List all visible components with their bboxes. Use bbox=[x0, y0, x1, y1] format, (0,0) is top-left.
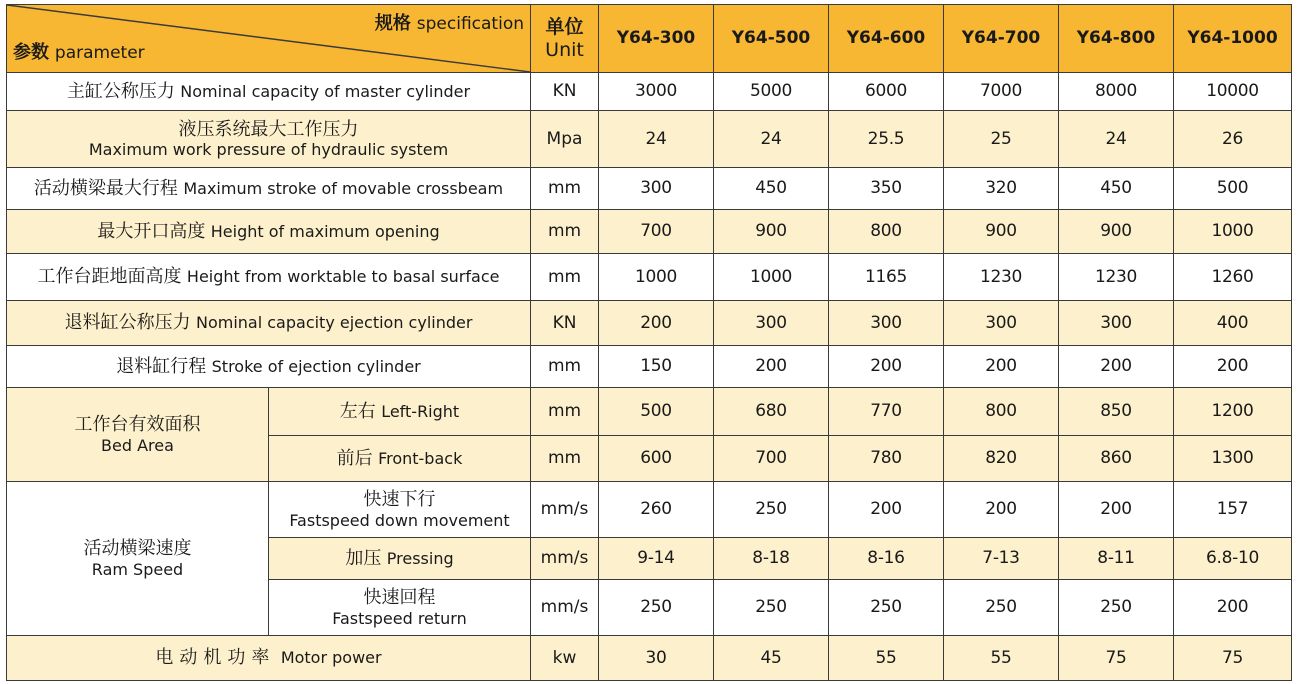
value-cell: 900 bbox=[1059, 210, 1174, 254]
value-cell: 55 bbox=[944, 636, 1059, 681]
value-cell: 900 bbox=[944, 210, 1059, 254]
bed-area-cell bbox=[7, 388, 269, 482]
value-cell: 300 bbox=[714, 301, 829, 346]
value-cell: 700 bbox=[599, 210, 714, 254]
value-cell: 250 bbox=[599, 580, 714, 636]
sub-param-en: Left-Right bbox=[381, 401, 460, 421]
value-cell: 55 bbox=[829, 636, 944, 681]
value-cell: 1200 bbox=[1174, 388, 1292, 436]
value-cell: 820 bbox=[944, 436, 1059, 482]
param-cell bbox=[7, 111, 531, 168]
unit-cell: Mpa bbox=[531, 111, 599, 168]
unit-cell: mm/s bbox=[531, 538, 599, 580]
sub-param-cell bbox=[269, 388, 531, 436]
spec-label-zh: 规格 bbox=[374, 13, 411, 34]
sub-param-zh: 快速下行 bbox=[363, 489, 436, 511]
sub-param-zh: 前后 bbox=[336, 447, 373, 469]
table-row bbox=[7, 73, 1292, 111]
value-cell: 25 bbox=[944, 111, 1059, 168]
sub-param-cell bbox=[269, 580, 531, 636]
param-zh: 最大开口高度 bbox=[97, 220, 206, 242]
value-cell: 1000 bbox=[714, 254, 829, 301]
unit-cell: mm bbox=[531, 388, 599, 436]
value-cell: 6000 bbox=[829, 73, 944, 111]
value-cell: 1260 bbox=[1174, 254, 1292, 301]
value-cell: 680 bbox=[714, 388, 829, 436]
param-cell bbox=[7, 254, 531, 301]
table-row bbox=[7, 254, 1292, 301]
sub-param-cell bbox=[269, 436, 531, 482]
value-cell: 75 bbox=[1174, 636, 1292, 681]
model-header: Y64-800 bbox=[1059, 5, 1174, 73]
value-cell: 157 bbox=[1174, 482, 1292, 538]
value-cell: 10000 bbox=[1174, 73, 1292, 111]
value-cell: 200 bbox=[1059, 482, 1174, 538]
value-cell: 26 bbox=[1174, 111, 1292, 168]
value-cell: 150 bbox=[599, 346, 714, 388]
param-en: Height of maximum opening bbox=[210, 221, 440, 241]
ram-speed-cell bbox=[7, 482, 269, 636]
header-corner-cell bbox=[7, 5, 531, 73]
param-zh: 退料缸行程 bbox=[116, 355, 207, 377]
specification-table bbox=[6, 4, 1292, 681]
unit-cell: KN bbox=[531, 73, 599, 111]
unit-cell: mm bbox=[531, 254, 599, 301]
value-cell: 8000 bbox=[1059, 73, 1174, 111]
sub-param-zh: 加压 bbox=[345, 547, 382, 569]
unit-header-zh: 单位 bbox=[545, 15, 584, 38]
value-cell: 450 bbox=[714, 168, 829, 210]
value-cell: 200 bbox=[1174, 580, 1292, 636]
param-zh: 退料缸公称压力 bbox=[64, 312, 191, 334]
value-cell: 7000 bbox=[944, 73, 1059, 111]
value-cell: 1165 bbox=[829, 254, 944, 301]
unit-cell: KN bbox=[531, 301, 599, 346]
value-cell: 7-13 bbox=[944, 538, 1059, 580]
param-zh: 活动横梁最大行程 bbox=[33, 177, 178, 199]
unit-cell: mm bbox=[531, 210, 599, 254]
value-cell: 800 bbox=[829, 210, 944, 254]
value-cell: 350 bbox=[829, 168, 944, 210]
value-cell: 1230 bbox=[944, 254, 1059, 301]
value-cell: 9-14 bbox=[599, 538, 714, 580]
sub-param-cell bbox=[269, 482, 531, 538]
param-cell bbox=[7, 168, 531, 210]
value-cell: 770 bbox=[829, 388, 944, 436]
sub-param-en: Front-back bbox=[378, 448, 463, 468]
param-en: Height from worktable to basal surface bbox=[186, 267, 500, 287]
unit-cell: mm/s bbox=[531, 580, 599, 636]
sub-param-en: Fastspeed down movement bbox=[289, 510, 510, 530]
value-cell: 800 bbox=[944, 388, 1059, 436]
param-en: Motor power bbox=[280, 648, 382, 668]
bed-area-en: Bed Area bbox=[101, 435, 174, 455]
value-cell: 450 bbox=[1059, 168, 1174, 210]
value-cell: 250 bbox=[1059, 580, 1174, 636]
value-cell: 1000 bbox=[599, 254, 714, 301]
unit-cell: mm bbox=[531, 436, 599, 482]
param-en: Stroke of ejection cylinder bbox=[211, 356, 421, 376]
model-header: Y64-700 bbox=[944, 5, 1059, 73]
value-cell: 1000 bbox=[1174, 210, 1292, 254]
unit-cell: mm bbox=[531, 346, 599, 388]
sub-param-zh: 左右 bbox=[339, 400, 376, 422]
value-cell: 8-11 bbox=[1059, 538, 1174, 580]
param-en: Maximum stroke of movable crossbeam bbox=[183, 178, 504, 198]
spec-label-en: specification bbox=[416, 14, 524, 34]
ram-speed-en: Ram Speed bbox=[91, 559, 184, 579]
value-cell: 45 bbox=[714, 636, 829, 681]
table-row bbox=[7, 346, 1292, 388]
value-cell: 200 bbox=[599, 301, 714, 346]
value-cell: 75 bbox=[1059, 636, 1174, 681]
table-row bbox=[7, 111, 1292, 168]
param-zh: 工作台距地面高度 bbox=[37, 266, 182, 288]
value-cell: 24 bbox=[714, 111, 829, 168]
value-cell: 200 bbox=[1174, 346, 1292, 388]
sub-param-en: Pressing bbox=[386, 548, 454, 568]
value-cell: 300 bbox=[1059, 301, 1174, 346]
model-header: Y64-1000 bbox=[1174, 5, 1292, 73]
param-cell bbox=[7, 73, 531, 111]
param-cell bbox=[7, 346, 531, 388]
table-row bbox=[7, 388, 1292, 436]
value-cell: 300 bbox=[829, 301, 944, 346]
value-cell: 8-18 bbox=[714, 538, 829, 580]
value-cell: 250 bbox=[944, 580, 1059, 636]
value-cell: 900 bbox=[714, 210, 829, 254]
value-cell: 780 bbox=[829, 436, 944, 482]
param-en: Maximum work pressure of hydraulic system bbox=[88, 140, 449, 160]
sub-param-en: Fastspeed return bbox=[332, 608, 467, 628]
value-cell: 5000 bbox=[714, 73, 829, 111]
model-header: Y64-500 bbox=[714, 5, 829, 73]
value-cell: 600 bbox=[599, 436, 714, 482]
param-zh: 电动机功率 bbox=[155, 647, 276, 669]
value-cell: 200 bbox=[1059, 346, 1174, 388]
param-cell bbox=[7, 301, 531, 346]
param-cell bbox=[7, 210, 531, 254]
value-cell: 8-16 bbox=[829, 538, 944, 580]
header-row bbox=[7, 5, 1292, 73]
table-row bbox=[7, 301, 1292, 346]
table-row bbox=[7, 636, 1292, 681]
value-cell: 260 bbox=[599, 482, 714, 538]
value-cell: 500 bbox=[599, 388, 714, 436]
param-label-en: parameter bbox=[54, 43, 145, 64]
value-cell: 30 bbox=[599, 636, 714, 681]
value-cell: 700 bbox=[714, 436, 829, 482]
model-header: Y64-600 bbox=[829, 5, 944, 73]
value-cell: 6.8-10 bbox=[1174, 538, 1292, 580]
value-cell: 200 bbox=[944, 346, 1059, 388]
value-cell: 24 bbox=[599, 111, 714, 168]
value-cell: 300 bbox=[599, 168, 714, 210]
value-cell: 200 bbox=[944, 482, 1059, 538]
param-en: Nominal capacity ejection cylinder bbox=[195, 313, 473, 333]
table-row bbox=[7, 210, 1292, 254]
sub-param-cell bbox=[269, 538, 531, 580]
param-cell bbox=[7, 636, 531, 681]
value-cell: 3000 bbox=[599, 73, 714, 111]
value-cell: 850 bbox=[1059, 388, 1174, 436]
param-en: Nominal capacity of master cylinder bbox=[180, 81, 471, 101]
value-cell: 250 bbox=[714, 482, 829, 538]
param-zh: 主缸公称压力 bbox=[66, 80, 175, 102]
param-zh: 液压系统最大工作压力 bbox=[178, 118, 359, 140]
unit-header-en: Unit bbox=[545, 38, 584, 61]
value-cell: 250 bbox=[714, 580, 829, 636]
param-label bbox=[13, 42, 145, 64]
table-row bbox=[7, 168, 1292, 210]
value-cell: 400 bbox=[1174, 301, 1292, 346]
value-cell: 1300 bbox=[1174, 436, 1292, 482]
spec-label bbox=[375, 13, 524, 35]
value-cell: 24 bbox=[1059, 111, 1174, 168]
unit-cell: mm/s bbox=[531, 482, 599, 538]
unit-cell: kw bbox=[531, 636, 599, 681]
value-cell: 500 bbox=[1174, 168, 1292, 210]
bed-area-zh: 工作台有效面积 bbox=[74, 414, 201, 436]
value-cell: 300 bbox=[944, 301, 1059, 346]
model-header: Y64-300 bbox=[599, 5, 714, 73]
table-row bbox=[7, 482, 1292, 538]
value-cell: 320 bbox=[944, 168, 1059, 210]
unit-cell: mm bbox=[531, 168, 599, 210]
value-cell: 200 bbox=[829, 482, 944, 538]
sub-param-zh: 快速回程 bbox=[363, 587, 436, 609]
param-label-zh: 参数 bbox=[13, 42, 49, 64]
ram-speed-zh: 活动横梁速度 bbox=[83, 538, 192, 560]
unit-header bbox=[531, 5, 599, 73]
value-cell: 25.5 bbox=[829, 111, 944, 168]
value-cell: 1230 bbox=[1059, 254, 1174, 301]
value-cell: 860 bbox=[1059, 436, 1174, 482]
value-cell: 200 bbox=[714, 346, 829, 388]
value-cell: 250 bbox=[829, 580, 944, 636]
value-cell: 200 bbox=[829, 346, 944, 388]
